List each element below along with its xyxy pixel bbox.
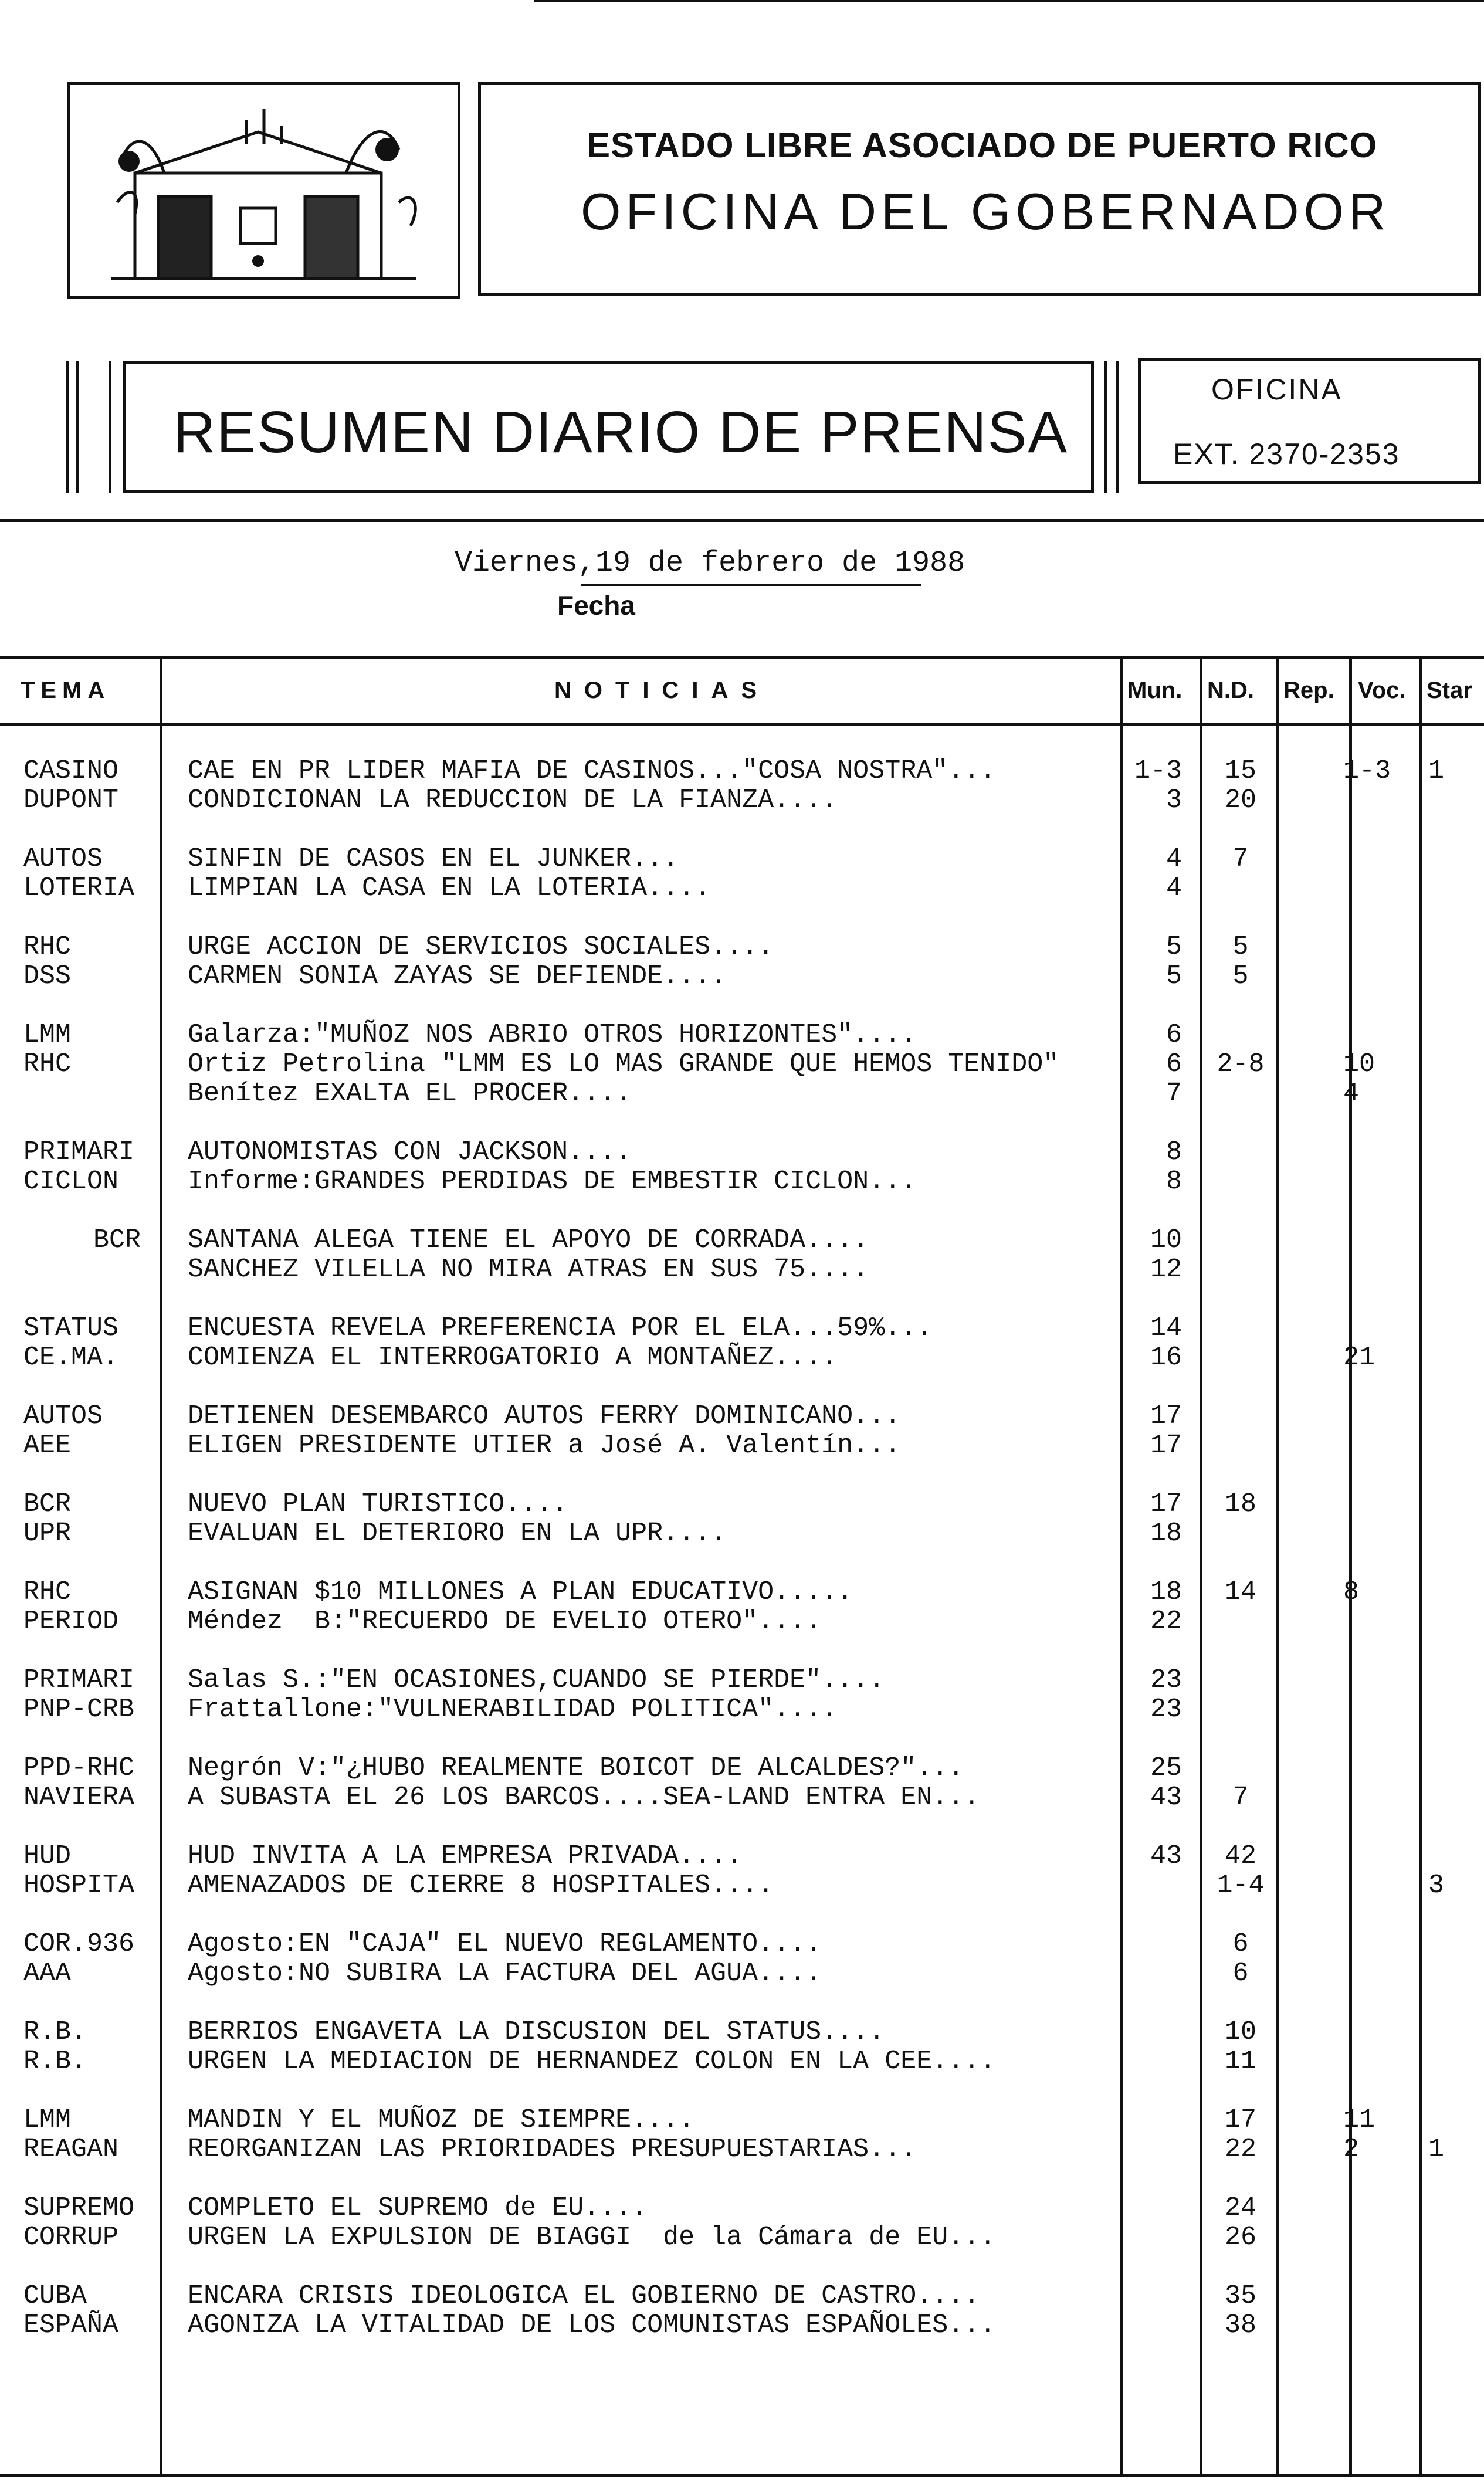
news-group xyxy=(0,2282,1484,2340)
row-headline: ENCUESTA REVELA PREFERENCIA POR EL ELA...59%... xyxy=(188,1313,933,1343)
row-tema: PPD-RHC xyxy=(23,1753,135,1783)
row-nd-page: 7 xyxy=(1232,844,1249,874)
row-tema: RHC xyxy=(23,1577,72,1607)
row-nd-page: 5 xyxy=(1232,961,1249,991)
row-star-page: 3 xyxy=(1428,1870,1445,1900)
row-voc-page: 21 xyxy=(1343,1343,1375,1373)
news-group xyxy=(0,1842,1484,1900)
date-label: Fecha xyxy=(557,590,635,621)
row-mun-page: 4 xyxy=(1165,873,1182,903)
row-tema: COR.936 xyxy=(23,1929,135,1959)
row-tema: HUD xyxy=(23,1841,72,1871)
row-headline: MANDIN Y EL MUÑOZ DE SIEMPRE.... xyxy=(188,2105,695,2135)
col-header-nd: N.D. xyxy=(1207,677,1254,703)
row-tema: CUBA xyxy=(23,2281,87,2311)
row-headline: URGEN LA MEDIACION DE HERNANDEZ COLON EN LA CEE.... xyxy=(188,2046,996,2076)
row-tema: BCR xyxy=(93,1225,141,1255)
news-group xyxy=(0,845,1484,903)
banner-rule-3 xyxy=(109,361,111,493)
row-nd-page: 35 xyxy=(1224,2281,1256,2311)
row-headline: SANCHEZ VILELLA NO MIRA ATRAS EN SUS 75.... xyxy=(188,1255,869,1285)
row-tema: CE.MA. xyxy=(23,1343,119,1373)
row-mun-page: 23 xyxy=(1150,1695,1182,1724)
row-headline: Ortiz Petrolina "LMM ES LO MAS GRANDE QUE HEMOS TENIDO" xyxy=(188,1049,1059,1079)
row-mun-page: 12 xyxy=(1150,1255,1182,1285)
row-nd-page: 5 xyxy=(1232,932,1249,962)
row-headline: NUEVO PLAN TURISTICO.... xyxy=(188,1489,568,1519)
row-tema: R.B. xyxy=(23,2046,87,2076)
row-headline: Agosto:NO SUBIRA LA FACTURA DEL AGUA.... xyxy=(188,1958,822,1988)
row-headline: AGONIZA LA VITALIDAD DE LOS COMUNISTAS ESPAÑOLES... xyxy=(188,2310,996,2340)
news-group xyxy=(0,1754,1484,1812)
row-voc-page: 8 xyxy=(1343,1577,1360,1607)
row-tema: CORRUP xyxy=(23,2222,119,2252)
banner-rule-5 xyxy=(1116,361,1119,493)
news-group xyxy=(0,1930,1484,1988)
row-mun-page: 6 xyxy=(1165,1020,1182,1050)
row-voc-page: 10 xyxy=(1343,1049,1375,1079)
row-mun-page: 5 xyxy=(1165,932,1182,962)
row-headline: REORGANIZAN LAS PRIORIDADES PRESUPUESTARIAS... xyxy=(188,2134,917,2164)
row-tema: NAVIERA xyxy=(23,1782,135,1812)
row-star-page: 1 xyxy=(1428,2134,1445,2164)
row-tema: CASINO xyxy=(23,756,119,786)
row-headline: HUD INVITA A LA EMPRESA PRIVADA.... xyxy=(188,1841,743,1871)
banner-box xyxy=(123,361,1094,493)
news-group xyxy=(0,1138,1484,1197)
row-tema: HOSPITA xyxy=(23,1870,135,1900)
row-tema: LMM xyxy=(23,2105,72,2135)
row-mun-page: 25 xyxy=(1150,1753,1182,1783)
row-tema: AEE xyxy=(23,1431,72,1460)
row-headline: URGEN LA EXPULSION DE BIAGGI de la Cámara de EU... xyxy=(188,2222,996,2252)
row-headline: Salas S.:"EN OCASIONES,CUANDO SE PIERDE".... xyxy=(188,1665,885,1695)
row-nd-page: 42 xyxy=(1224,1841,1256,1871)
row-headline: LIMPIAN LA CASA EN LA LOTERIA.... xyxy=(188,873,711,903)
row-nd-page: 10 xyxy=(1224,2017,1256,2047)
col-header-rep: Rep. xyxy=(1283,677,1334,703)
banner-title: RESUMEN DIARIO DE PRENSA xyxy=(173,399,1069,465)
row-mun-page: 22 xyxy=(1150,1607,1182,1636)
row-headline: SINFIN DE CASOS EN EL JUNKER... xyxy=(188,844,679,874)
logo-box xyxy=(67,82,460,299)
col-header-voc: Voc. xyxy=(1358,677,1406,703)
row-voc-page: 4 xyxy=(1343,1079,1360,1109)
date-underline xyxy=(581,584,921,586)
row-headline: CONDICIONAN LA REDUCCION DE LA FIANZA.... xyxy=(188,785,838,815)
row-tema: PNP-CRB xyxy=(23,1695,135,1724)
row-tema: RHC xyxy=(23,932,72,962)
row-mun-page: 17 xyxy=(1150,1431,1182,1460)
row-mun-page: 6 xyxy=(1165,1049,1182,1079)
row-headline: ENCARA CRISIS IDEOLOGICA EL GOBIERNO DE CASTRO.... xyxy=(188,2281,980,2311)
office-box xyxy=(1138,358,1481,484)
row-tema: LOTERIA xyxy=(23,873,135,903)
row-voc-page: 2 xyxy=(1343,2134,1360,2164)
news-group xyxy=(0,2106,1484,2164)
row-headline: ASIGNAN $10 MILLONES A PLAN EDUCATIVO..... xyxy=(188,1577,853,1607)
row-mun-page: 17 xyxy=(1150,1401,1182,1431)
row-mun-page: 18 xyxy=(1150,1519,1182,1548)
row-headline: Negrón V:"¿HUBO REALMENTE BOICOT DE ALCALDES?"... xyxy=(188,1753,964,1783)
news-group xyxy=(0,1402,1484,1460)
row-star-page: 1 xyxy=(1428,756,1445,786)
row-tema: PERIOD xyxy=(23,1607,119,1636)
row-mun-page: 43 xyxy=(1150,1841,1182,1871)
row-tema: AUTOS xyxy=(23,1401,103,1431)
news-group xyxy=(0,1490,1484,1548)
row-mun-page: 16 xyxy=(1150,1343,1182,1373)
header-title-box xyxy=(478,82,1481,296)
row-headline: DETIENEN DESEMBARCO AUTOS FERRY DOMINICANO... xyxy=(188,1401,901,1431)
banner-rule-1 xyxy=(66,361,69,493)
news-group xyxy=(0,2018,1484,2076)
banner-rule-4 xyxy=(1104,361,1107,493)
news-group xyxy=(0,757,1484,815)
row-headline: BERRIOS ENGAVETA LA DISCUSION DEL STATUS.... xyxy=(188,2017,885,2047)
row-tema: DSS xyxy=(23,961,72,991)
row-headline: Informe:GRANDES PERDIDAS DE EMBESTIR CICLON... xyxy=(188,1167,917,1197)
col-header-star: Star xyxy=(1427,677,1472,703)
row-mun-page: 3 xyxy=(1165,785,1182,815)
row-headline: ELIGEN PRESIDENTE UTIER a José A. Valentín... xyxy=(188,1431,901,1460)
row-headline: Frattallone:"VULNERABILIDAD POLITICA".... xyxy=(188,1695,838,1724)
row-nd-page: 14 xyxy=(1224,1577,1256,1607)
row-nd-page: 6 xyxy=(1232,1929,1249,1959)
row-tema: REAGAN xyxy=(23,2134,119,2164)
row-nd-page: 15 xyxy=(1224,756,1256,786)
row-nd-page: 1-4 xyxy=(1217,1870,1265,1900)
row-nd-page: 22 xyxy=(1224,2134,1256,2164)
row-tema: CICLON xyxy=(23,1167,119,1197)
office-ext: EXT. 2370-2353 xyxy=(1173,438,1400,470)
row-mun-page: 17 xyxy=(1150,1489,1182,1519)
header-bottom-rule xyxy=(0,519,1484,522)
table-top-rule xyxy=(0,656,1484,659)
row-headline: CAE EN PR LIDER MAFIA DE CASINOS..."COSA NOSTRA"... xyxy=(188,756,996,786)
row-headline: Agosto:EN "CAJA" EL NUEVO REGLAMENTO.... xyxy=(188,1929,822,1959)
row-voc-page: 1-3 xyxy=(1343,756,1391,786)
row-tema: R.B. xyxy=(23,2017,87,2047)
news-group xyxy=(0,2194,1484,2252)
row-nd-page: 20 xyxy=(1224,785,1256,815)
row-nd-page: 11 xyxy=(1224,2046,1256,2076)
row-headline: SANTANA ALEGA TIENE EL APOYO DE CORRADA.... xyxy=(188,1225,869,1255)
row-nd-page: 17 xyxy=(1224,2105,1256,2135)
row-nd-page: 6 xyxy=(1232,1958,1249,1988)
row-tema: AAA xyxy=(23,1958,72,1988)
header-line-2: OFICINA DEL GOBERNADOR xyxy=(581,182,1391,240)
row-headline: COMPLETO EL SUPREMO de EU.... xyxy=(188,2193,648,2223)
row-tema: PRIMARI xyxy=(23,1137,135,1167)
row-mun-page: 18 xyxy=(1150,1577,1182,1607)
news-group xyxy=(0,1020,1484,1109)
header-line-1: ESTADO LIBRE ASOCIADO DE PUERTO RICO xyxy=(587,126,1378,165)
news-group xyxy=(0,933,1484,991)
news-group xyxy=(0,1666,1484,1724)
row-mun-page: 8 xyxy=(1165,1167,1182,1197)
row-mun-page: 7 xyxy=(1165,1079,1182,1109)
col-header-noticias: NOTICIAS xyxy=(554,677,770,703)
date-text: Viernes,19 de febrero de 1988 xyxy=(455,547,965,580)
row-headline: Galarza:"MUÑOZ NOS ABRIO OTROS HORIZONTES".... xyxy=(188,1020,917,1050)
row-mun-page: 10 xyxy=(1150,1225,1182,1255)
row-headline: AMENAZADOS DE CIERRE 8 HOSPITALES.... xyxy=(188,1870,774,1900)
row-tema: LMM xyxy=(23,1020,72,1050)
row-tema: STATUS xyxy=(23,1313,119,1343)
row-nd-page: 24 xyxy=(1224,2193,1256,2223)
row-tema: ESPAÑA xyxy=(23,2310,119,2340)
row-mun-page: 43 xyxy=(1150,1782,1182,1812)
row-nd-page: 18 xyxy=(1224,1489,1256,1519)
row-nd-page: 38 xyxy=(1224,2310,1256,2340)
row-mun-page: 14 xyxy=(1150,1313,1182,1343)
row-nd-page: 7 xyxy=(1232,1782,1249,1812)
row-headline: CARMEN SONIA ZAYAS SE DEFIENDE.... xyxy=(188,961,727,991)
row-mun-page: 4 xyxy=(1165,844,1182,874)
col-header-mun: Mun. xyxy=(1127,677,1183,703)
row-headline: COMIENZA EL INTERROGATORIO A MONTAÑEZ.... xyxy=(188,1343,838,1373)
row-headline: EVALUAN EL DETERIORO EN LA UPR.... xyxy=(188,1519,727,1548)
office-label: OFICINA xyxy=(1211,373,1343,406)
row-tema: RHC xyxy=(23,1049,72,1079)
row-tema: DUPONT xyxy=(23,785,119,815)
row-mun-page: 23 xyxy=(1150,1665,1182,1695)
banner-rule-2 xyxy=(76,361,79,493)
fortaleza-logo-image xyxy=(70,85,458,296)
row-tema: UPR xyxy=(23,1519,72,1548)
row-tema: SUPREMO xyxy=(23,2193,135,2223)
row-mun-page: 8 xyxy=(1165,1137,1182,1167)
top-rule xyxy=(534,0,1484,2)
row-nd-page: 2-8 xyxy=(1217,1049,1265,1079)
row-headline: A SUBASTA EL 26 LOS BARCOS....SEA-LAND ENTRA EN... xyxy=(188,1782,980,1812)
row-headline: Méndez B:"RECUERDO DE EVELIO OTERO".... xyxy=(188,1607,822,1636)
row-mun-page: 1-3 xyxy=(1134,756,1182,786)
row-headline: Benítez EXALTA EL PROCER.... xyxy=(188,1079,632,1109)
row-headline: AUTONOMISTAS CON JACKSON.... xyxy=(188,1137,632,1167)
news-group xyxy=(0,1226,1484,1285)
news-group xyxy=(0,1314,1484,1373)
news-group xyxy=(0,1578,1484,1636)
row-voc-page: 11 xyxy=(1343,2105,1375,2135)
col-header-tema: TEMA xyxy=(21,677,111,703)
row-tema: PRIMARI xyxy=(23,1665,135,1695)
row-headline: URGE ACCION DE SERVICIOS SOCIALES.... xyxy=(188,932,774,962)
row-nd-page: 26 xyxy=(1224,2222,1256,2252)
row-tema: BCR xyxy=(23,1489,72,1519)
table-bottom-rule xyxy=(0,2474,1484,2477)
table-head-rule xyxy=(0,723,1484,726)
row-mun-page: 5 xyxy=(1165,961,1182,991)
row-tema: AUTOS xyxy=(23,844,103,874)
